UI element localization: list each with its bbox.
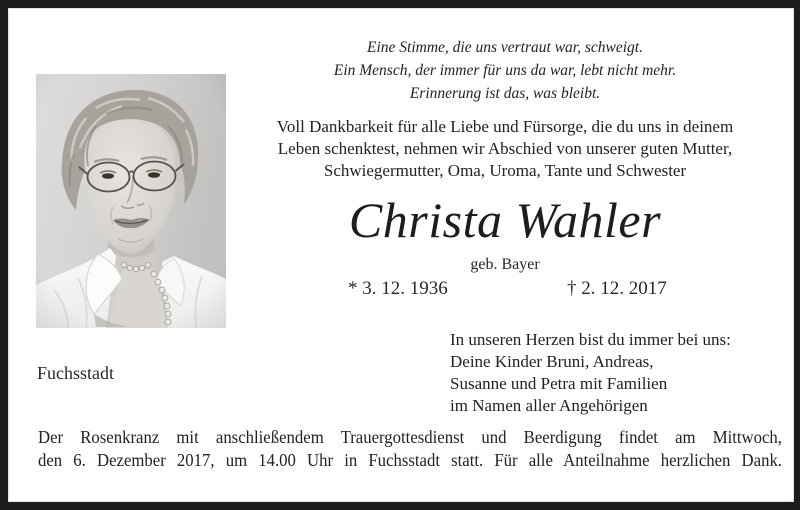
portrait-photo bbox=[36, 74, 226, 328]
family-message-line: In unseren Herzen bist du immer bei uns: bbox=[450, 330, 731, 349]
maiden-name: geb. Bayer bbox=[470, 256, 540, 273]
family-message-line: im Namen aller Angehörigen bbox=[450, 396, 648, 415]
birth-date: * 3. 12. 1936 bbox=[348, 278, 448, 299]
death-date: † 2. 12. 2017 bbox=[567, 278, 667, 299]
notice-content bbox=[8, 8, 794, 502]
intro-text bbox=[212, 116, 798, 182]
deceased-name: Christa Wahler bbox=[348, 192, 662, 248]
family-message bbox=[450, 329, 790, 417]
intro-line: Leben schenktest, nehmen wir Abschied von unserer guten Mutter, bbox=[277, 139, 733, 158]
portrait-photo-graphic bbox=[36, 74, 226, 328]
family-message-line: Deine Kinder Bruni, Andreas, bbox=[450, 352, 654, 371]
funeral-info-text bbox=[38, 426, 782, 471]
place-name: Fuchsstadt bbox=[37, 363, 115, 383]
verse-line: Erinnerung ist das, was bleibt. bbox=[409, 85, 601, 102]
verse-line: Eine Stimme, die uns vertraut war, schweigt. bbox=[367, 39, 643, 56]
funeral-info bbox=[38, 426, 782, 476]
intro-line: Voll Dankbarkeit für alle Liebe und Fürsorge, die du uns in deinem bbox=[276, 117, 734, 136]
family-message-line: Susanne und Petra mit Familien bbox=[450, 374, 668, 393]
funeral-info-line: den 6. Dezember 2017, um 14.00 Uhr in Fuchsstadt statt. Für alle Anteilnahme herzlichen Dank. bbox=[38, 449, 782, 470]
intro-line: Schwiegermutter, Oma, Uroma, Tante und Schwester bbox=[323, 161, 687, 180]
funeral-info-line: Der Rosenkranz mit anschließendem Trauergottesdienst und Beerdigung findet am Mittwoch, bbox=[38, 427, 782, 447]
memorial-verse bbox=[212, 36, 798, 105]
verse-line: Ein Mensch, der immer für uns da war, lebt nicht mehr. bbox=[333, 62, 677, 79]
